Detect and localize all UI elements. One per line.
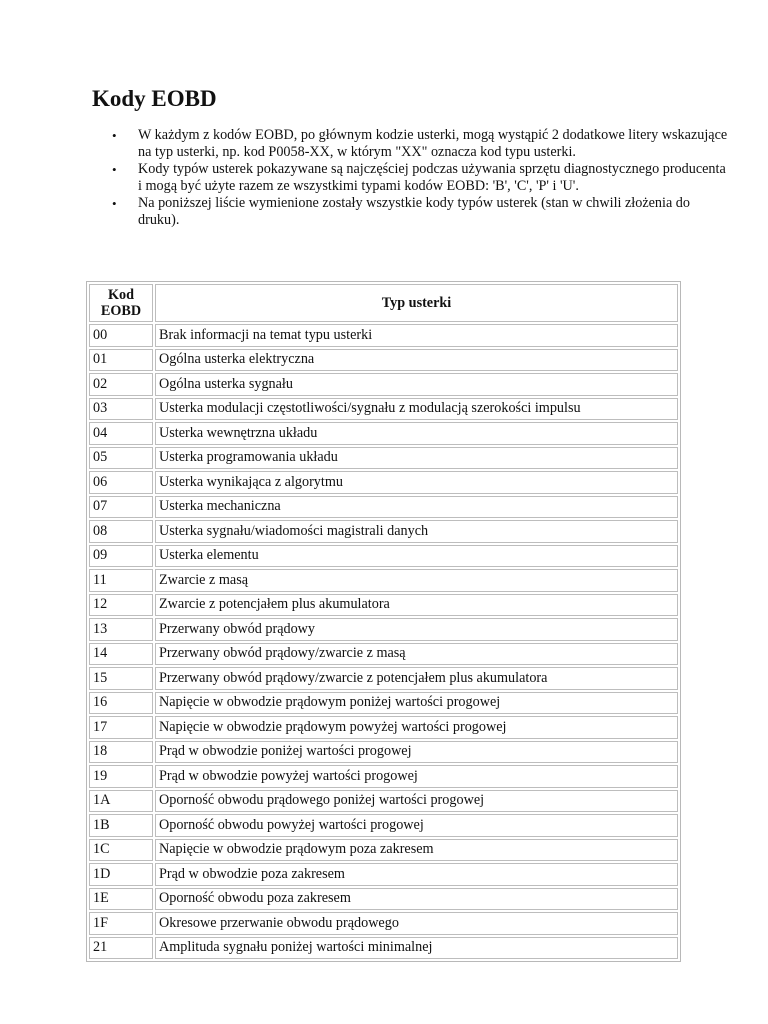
fault-type-cell: Napięcie w obwodzie prądowym powyżej wartości progowej <box>155 716 678 739</box>
fault-code-cell: 03 <box>89 398 153 421</box>
table-row <box>89 520 678 543</box>
fault-type-cell: Przerwany obwód prądowy/zwarcie z masą <box>155 643 678 666</box>
table-row <box>89 324 678 347</box>
fault-type-cell: Zwarcie z masą <box>155 569 678 592</box>
fault-code-cell: 05 <box>89 447 153 470</box>
table-row <box>89 422 678 445</box>
fault-type-cell: Przerwany obwód prądowy <box>155 618 678 641</box>
fault-code-cell: 15 <box>89 667 153 690</box>
fault-code-cell: 1D <box>89 863 153 886</box>
table-row <box>89 545 678 568</box>
table-row <box>89 937 678 960</box>
fault-type-cell: Napięcie w obwodzie prądowym poza zakresem <box>155 839 678 862</box>
page-title: Kody EOBD <box>92 86 217 111</box>
table-row <box>89 569 678 592</box>
table-row <box>89 888 678 911</box>
fault-code-cell: 18 <box>89 741 153 764</box>
fault-type-cell: Oporność obwodu poza zakresem <box>155 888 678 911</box>
table-body <box>89 324 678 959</box>
table-row <box>89 496 678 519</box>
fault-type-cell: Ogólna usterka elektryczna <box>155 349 678 372</box>
table-row <box>89 373 678 396</box>
table-row <box>89 716 678 739</box>
intro-bullet-list <box>92 127 728 229</box>
fault-code-cell: 06 <box>89 471 153 494</box>
fault-code-cell: 1C <box>89 839 153 862</box>
fault-type-cell: Usterka elementu <box>155 545 678 568</box>
fault-code-cell: 1A <box>89 790 153 813</box>
fault-type-cell: Ogólna usterka sygnału <box>155 373 678 396</box>
fault-code-cell: 13 <box>89 618 153 641</box>
fault-code-cell: 00 <box>89 324 153 347</box>
table-row <box>89 863 678 886</box>
table-row <box>89 692 678 715</box>
fault-type-cell: Usterka mechaniczna <box>155 496 678 519</box>
table-row <box>89 398 678 421</box>
fault-code-cell: 21 <box>89 937 153 960</box>
fault-code-cell: 01 <box>89 349 153 372</box>
fault-code-cell: 07 <box>89 496 153 519</box>
bullet-item: • Kody typów usterek pokazywane są najczęściej podczas używania sprzętu diagnostycznego producenta i mogą być użyte razem ze wszystkimi typami kodów EOBD: 'B', 'C', 'P' i 'U'. <box>138 161 728 195</box>
table-row <box>89 349 678 372</box>
fault-code-cell: 1B <box>89 814 153 837</box>
fault-type-cell: Oporność obwodu prądowego poniżej wartości progowej <box>155 790 678 813</box>
fault-code-cell: 1E <box>89 888 153 911</box>
fault-code-cell: 16 <box>89 692 153 715</box>
fault-type-codes-table <box>86 281 681 962</box>
fault-type-cell: Usterka sygnału/wiadomości magistrali danych <box>155 520 678 543</box>
fault-type-cell: Prąd w obwodzie powyżej wartości progowej <box>155 765 678 788</box>
fault-type-cell: Zwarcie z potencjałem plus akumulatora <box>155 594 678 617</box>
table-row <box>89 790 678 813</box>
fault-type-cell: Prąd w obwodzie poniżej wartości progowej <box>155 741 678 764</box>
table-row <box>89 839 678 862</box>
column-header-code-line1: Kod <box>107 287 135 303</box>
fault-code-cell: 14 <box>89 643 153 666</box>
fault-type-cell: Brak informacji na temat typu usterki <box>155 324 678 347</box>
fault-code-cell: 19 <box>89 765 153 788</box>
column-header-code-line2: EOBD <box>100 303 142 319</box>
fault-type-cell: Okresowe przerwanie obwodu prądowego <box>155 912 678 935</box>
fault-type-cell: Oporność obwodu powyżej wartości progowej <box>155 814 678 837</box>
fault-code-cell: 1F <box>89 912 153 935</box>
fault-type-cell: Usterka programowania układu <box>155 447 678 470</box>
fault-code-cell: 17 <box>89 716 153 739</box>
fault-type-cell: Usterka wynikająca z algorytmu <box>155 471 678 494</box>
column-header-type: Typ usterki <box>155 284 678 322</box>
fault-code-cell: 12 <box>89 594 153 617</box>
table-row <box>89 447 678 470</box>
table-row <box>89 912 678 935</box>
bullet-item: • W każdym z kodów EOBD, po głównym kodzie usterki, mogą wystąpić 2 dodatkowe litery wskazujące na typ usterki, np. kod P0058-XX, w którym "XX" oznacza kod typu usterki. <box>138 127 728 161</box>
column-header-code <box>89 284 153 322</box>
fault-type-cell: Napięcie w obwodzie prądowym poniżej wartości progowej <box>155 692 678 715</box>
fault-type-cell: Amplituda sygnału poniżej wartości minimalnej <box>155 937 678 960</box>
table-header-row <box>89 284 678 322</box>
fault-type-cell: Prąd w obwodzie poza zakresem <box>155 863 678 886</box>
table-row <box>89 765 678 788</box>
table-row <box>89 667 678 690</box>
fault-code-cell: 09 <box>89 545 153 568</box>
table-row <box>89 618 678 641</box>
fault-code-cell: 11 <box>89 569 153 592</box>
fault-type-cell: Przerwany obwód prądowy/zwarcie z potencjałem plus akumulatora <box>155 667 678 690</box>
fault-type-cell: Usterka modulacji częstotliwości/sygnału z modulacją szerokości impulsu <box>155 398 678 421</box>
fault-code-cell: 02 <box>89 373 153 396</box>
fault-type-cell: Usterka wewnętrzna układu <box>155 422 678 445</box>
table-row <box>89 594 678 617</box>
table-row <box>89 741 678 764</box>
bullet-item: • Na poniższej liście wymienione zostały wszystkie kody typów usterek (stan w chwili złożenia do druku). <box>138 195 728 229</box>
table-row <box>89 471 678 494</box>
table-row <box>89 814 678 837</box>
table-row <box>89 643 678 666</box>
fault-code-cell: 08 <box>89 520 153 543</box>
fault-code-cell: 04 <box>89 422 153 445</box>
